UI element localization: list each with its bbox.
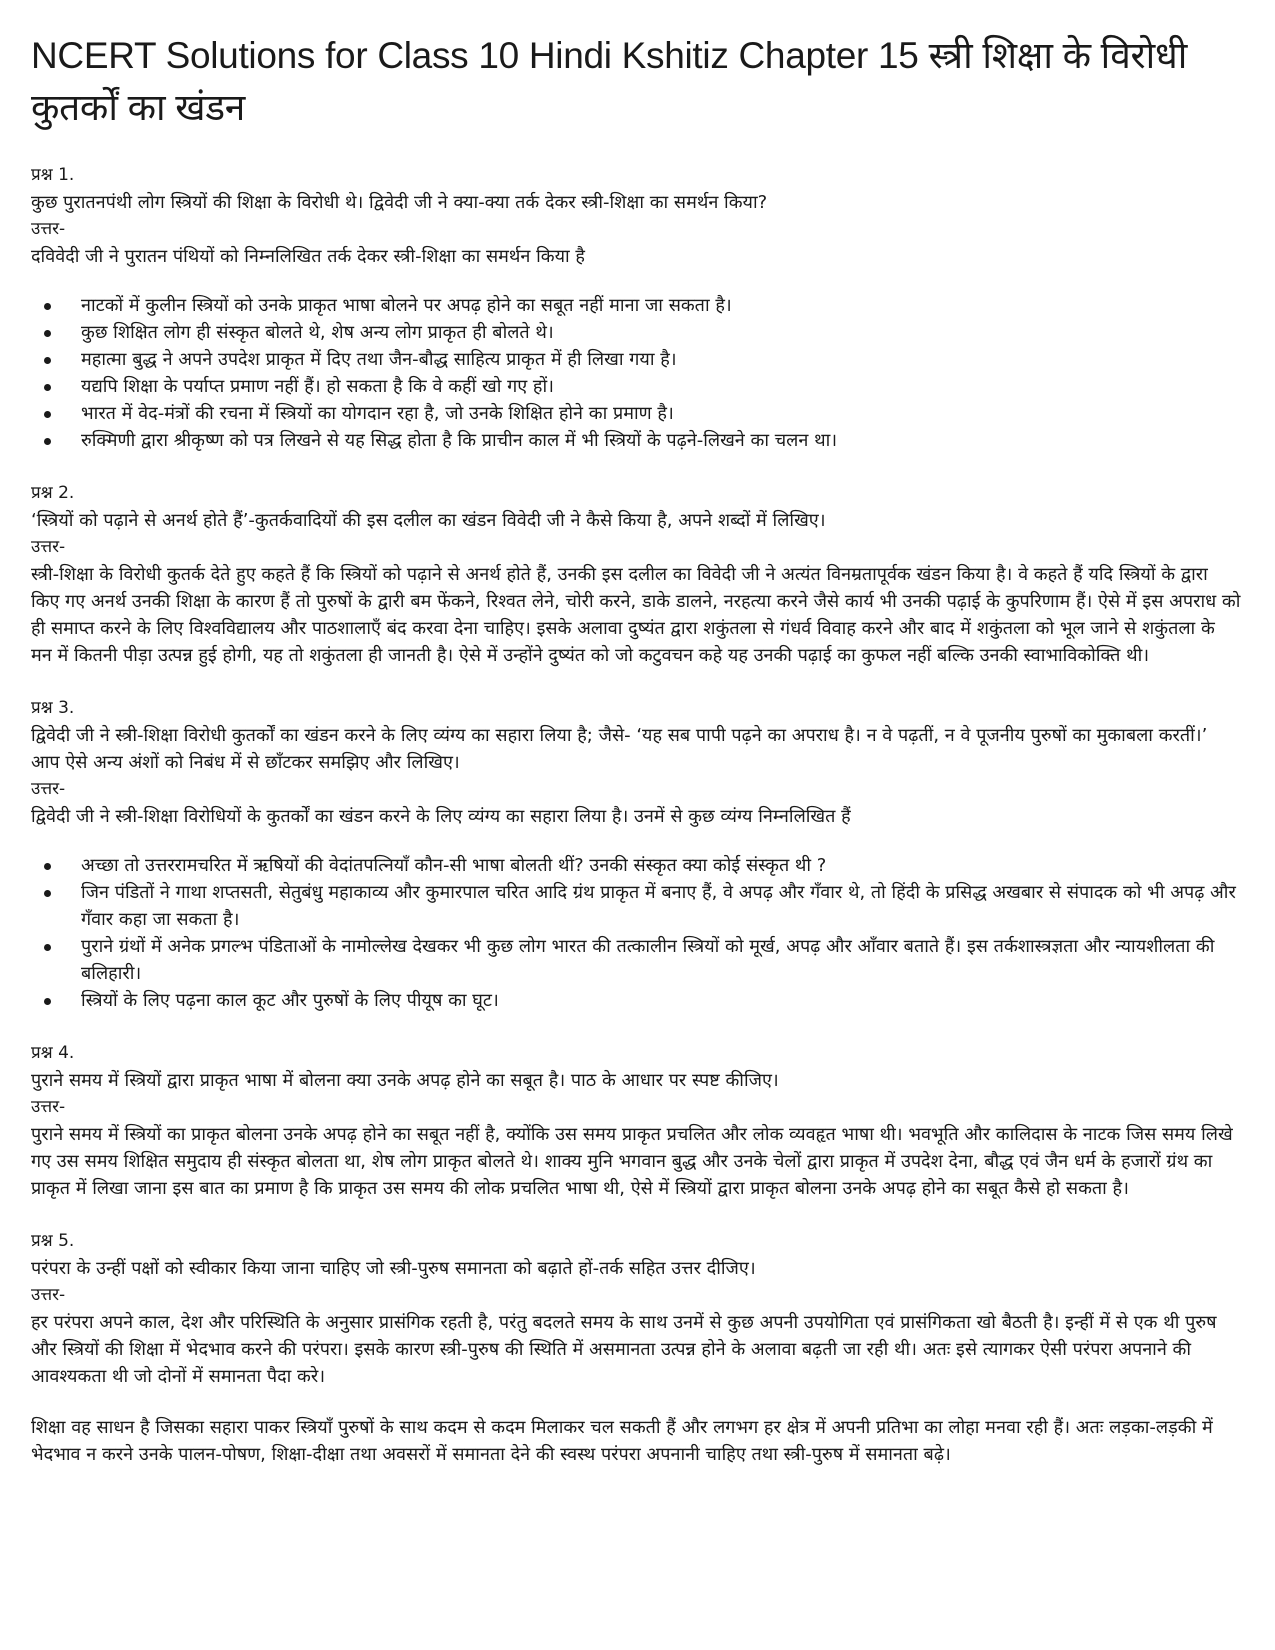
list-item: जिन पंडितों ने गाथा शप्तसती, सेतुबंधु महाकाव्य और कुमारपाल चरित आदि ग्रंथ प्राकृत में बनाए हैं, वे अपढ़ और गँवार थे, तो हिंदी के प्रसिद्ध अखबार से संपादक को भी अपढ़ और गँवार कहा जा सकता है। — [81, 879, 1241, 933]
answer-text-continued: शिक्षा वह साधन है जिसका सहारा पाकर स्त्रियाँ पुरुषों के साथ कदम से कदम मिलाकर चल सकती हैं और लगभग हर क्षेत्र में अपनी प्रतिभा का लोहा मनवा रही हैं। अतः लड़का-लड़की में भेदभाव न करने उनके पालन-पोषण, शिक्षा-दीक्षा तथा अवसरों में समानता देने की स्वस्थ परंपरा अपनानी चाहिए तथा स्त्री-पुरुष में समानता बढ़े। — [31, 1417, 1213, 1465]
answer-intro: दविवेदी जी ने पुरातन पंथियों को निम्नलिखित तर्क देकर स्त्री-शिक्षा का समर्थन किया है — [31, 246, 585, 267]
question-block-4 — [31, 1040, 1241, 1202]
question-label: प्रश्न 4. — [31, 1043, 75, 1063]
list-item: भारत में वेद-मंत्रों की रचना में स्त्रियों का योगदान रहा है, जो उनके शिक्षित होने का प्रमाण है। — [81, 400, 1241, 427]
answer-intro: द्विवेदी जी ने स्त्री-शिक्षा विरोधियों के कुतर्कों का खंडन करने के लिए व्यंग्य का सहारा लिया है। उनमें से कुछ व्यंग्य निम्नलिखित हैं — [31, 806, 851, 827]
question-text: कुछ पुरातनपंथी लोग स्त्रियों की शिक्षा के विरोधी थे। द्विवेदी जी ने क्या-क्या तर्क देकर स्त्री-शिक्षा का समर्थन किया? — [31, 192, 768, 213]
list-item: अच्छा तो उत्तररामचरित में ऋषियों की वेदांतपत्नियाँ कौन-सी भाषा बोलती थीं? उनकी संस्कृत क्या कोई संस्कृत थी ? — [81, 852, 1241, 879]
question-label: प्रश्न 2. — [31, 483, 75, 503]
answer-label: उत्तर- — [31, 1285, 66, 1305]
list-item: कुछ शिक्षित लोग ही संस्कृत बोलते थे, शेष अन्य लोग प्राकृत ही बोलते थे। — [81, 319, 1241, 346]
answer-label: उत्तर- — [31, 1097, 66, 1117]
question-block-5 — [31, 1228, 1241, 1468]
answer-label: उत्तर- — [31, 779, 66, 799]
answer-bullet-list — [31, 292, 1241, 454]
answer-bullet-list — [31, 852, 1241, 1014]
answer-text: हर परंपरा अपने काल, देश और परिस्थिति के अनुसार प्रासंगिक रहती है, परंतु बदलते समय के साथ उनमें से कुछ अपनी उपयोगिता एवं प्रासंगिकता खो बैठती है। इन्हीं में से एक थी पुरुष और स्त्रियों की शिक्षा में भेदभाव करने की परंपरा। इसके कारण स्त्री-पुरुष की स्थिति में असमानता उत्पन्न होने के अलावा बढ़ती जा रही थी। अतः इसे त्यागकर ऐसी परंपरा अपनाने की आवश्यकता थी जो दोनों में समानता पैदा करे। — [31, 1312, 1217, 1387]
answer-text: स्त्री-शिक्षा के विरोधी कुतर्क देते हुए कहते हैं कि स्त्रियों को पढ़ाने से अनर्थ होते हैं, उनकी इस दलील का विवेदी जी ने अत्यंत विनम्रतापूर्वक खंडन किया है। वे कहते हैं यदि स्त्रियों के द्वारा किए गए अनर्थ उनकी शिक्षा के कारण हैं तो पुरुषों के द्वारी बम फेंकने, रिश्वत लेने, चोरी करने, डाके डालने, नरहत्या करने जैसे कार्य भी उनकी पढ़ाई के कुपरिणाम हैं। ऐसे में इस अपराध को ही समाप्त करने के लिए विश्वविद्यालय और पाठशालाएँ बंद करवा देना चाहिए। इसके अलावा दुष्यंत द्वारा शकुंतला से गंधर्व विवाह करने और बाद में शकुंतला को भूल जाने से शकुंतला के मन में कितनी पीड़ा उत्पन्न हुई होगी, यह तो शकुंतला ही जानती है। ऐसे में उन्होंने दुष्यंत को जो कटुवचन कहे यह उनकी पढ़ाई का कुफल नहीं बल्कि उनकी स्वाभाविकोक्ति थी। — [31, 564, 1241, 666]
question-label: प्रश्न 3. — [31, 698, 75, 718]
question-label: प्रश्न 5. — [31, 1231, 75, 1251]
question-block-3 — [31, 695, 1241, 1014]
question-text: पुराने समय में स्त्रियों द्वारा प्राकृत भाषा में बोलना क्या उनके अपढ़ होने का सबूत है। पाठ के आधार पर स्पष्ट कीजिए। — [31, 1070, 779, 1091]
page-title: NCERT Solutions for Class 10 Hindi Kshitiz Chapter 15 स्त्री शिक्षा के विरोधी कुतर्कों का खंडन — [31, 35, 1187, 128]
list-item: स्त्रियों के लिए पढ़ना काल कूट और पुरुषों के लिए पीयूष का घूट। — [81, 987, 1241, 1014]
question-block-1 — [31, 162, 1241, 454]
list-item: रुक्मिणी द्वारा श्रीकृष्ण को पत्र लिखने से यह सिद्ध होता है कि प्राचीन काल में भी स्त्रियों के पढ़ने-लिखने का चलन था। — [81, 427, 1241, 454]
list-item: यद्यपि शिक्षा के पर्याप्त प्रमाण नहीं हैं। हो सकता है कि वे कहीं खो गए हों। — [81, 373, 1241, 400]
list-item: महात्मा बुद्ध ने अपने उपदेश प्राकृत में दिए तथा जैन-बौद्ध साहित्य प्राकृत में ही लिखा गया है। — [81, 346, 1241, 373]
answer-label: उत्तर- — [31, 537, 66, 557]
question-label: प्रश्न 1. — [31, 165, 75, 185]
list-item: नाटकों में कुलीन स्त्रियों को उनके प्राकृत भाषा बोलने पर अपढ़ होने का सबूत नहीं माना जा सकता है। — [81, 292, 1241, 319]
question-text: द्विवेदी जी ने स्त्री-शिक्षा विरोधी कुतर्कों का खंडन करने के लिए व्यंग्य का सहारा लिया है; जैसे- ‘यह सब पापी पढ़ने का अपराध है। न वे पढ़तीं, न वे पूजनीय पुरुषों का मुकाबला करतीं।’ आप ऐसे अन्य अंशों को निबंध में से छाँटकर समझिए और लिखिए। — [31, 725, 1208, 773]
answer-text: पुराने समय में स्त्रियों का प्राकृत बोलना उनके अपढ़ होने का सबूत नहीं है, क्योंकि उस समय प्राकृत प्रचलित और लोक व्यवहृत भाषा थी। भवभूति और कालिदास के नाटक जिस समय लिखे गए उस समय शिक्षित समुदाय ही संस्कृत बोलता था, शेष लोग प्राकृत बोलते थे। शाक्य मुनि भगवान बुद्ध और उनके चेलों द्वारा प्राकृत में उपदेश देना, बौद्ध एवं जैन धर्म के हजारों ग्रंथ का प्राकृत में लिखा जाना इस बात का प्रमाण है कि प्राकृत उस समय की लोक प्रचलित भाषा थी, ऐसे में स्त्रियों द्वारा प्राकृत बोलना उनके अपढ़ होने का सबूत कैसे हो सकता है। — [31, 1124, 1233, 1199]
question-text: परंपरा के उन्हीं पक्षों को स्वीकार किया जाना चाहिए जो स्त्री-पुरुष समानता को बढ़ाते हों-तर्क सहित उत्तर दीजिए। — [31, 1258, 756, 1279]
answer-label: उत्तर- — [31, 219, 66, 239]
list-item: पुराने ग्रंथों में अनेक प्रगल्भ पंडिताओं के नामोल्लेख देखकर भी कुछ लोग भारत की तत्कालीन स्त्रियों को मूर्ख, अपढ़ और आँवार बताते हैं। इस तर्कशास्त्रज्ञता और न्यायशीलता की बलिहारी। — [81, 933, 1241, 987]
question-block-2 — [31, 480, 1241, 669]
question-text: ‘स्त्रियों को पढ़ाने से अनर्थ होते हैं’-कुतर्कवादियों की इस दलील का खंडन विवेदी जी ने कैसे किया है, अपने शब्दों में लिखिए। — [31, 510, 826, 531]
